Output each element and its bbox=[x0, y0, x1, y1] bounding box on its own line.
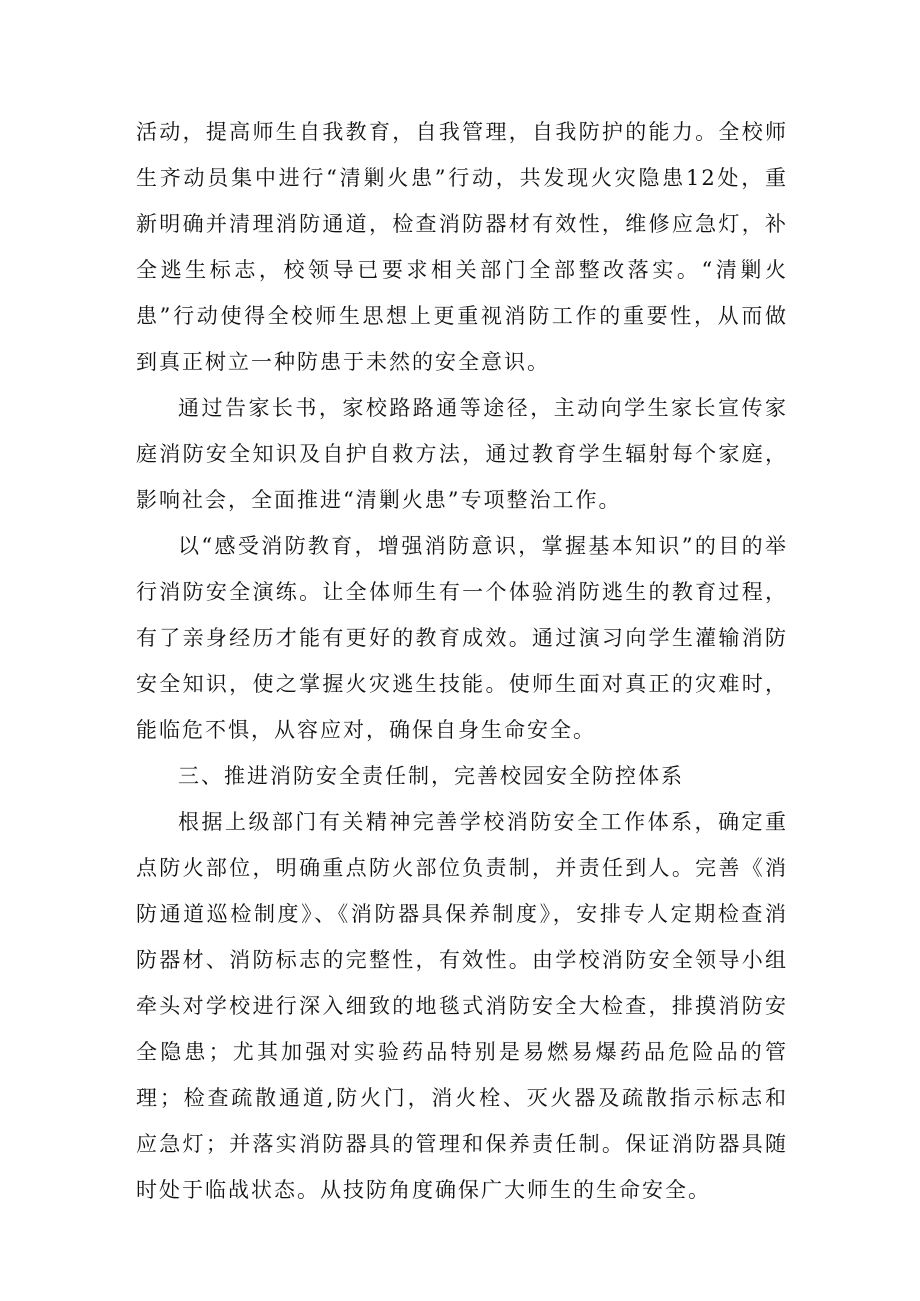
paragraph-responsibility-system: 根据上级部门有关精神完善学校消防安全工作体系，确定重点防火部位，明确重点防火部位负责制，并责任到人。完善《消防通道巡检制度》、《消防器具保养制度》，安排专人定期检查消防器材、消防标志的完整性，有效性。由学校消防安全领导小组牵头对学校进行深入细致的地毯式消防安全大检查，排摸消防安全隐患；尤其加强对实验药品特别是易燃易爆药品危险品的管理；检查疏散通道,防火门，消火栓、灭火器及疏散指示标志和应急灯；并落实消防器具的管理和保养责任制。保证消防器具随时处于临战状态。从技防角度确保广大师生的生命安全。 bbox=[136, 810, 788, 1202]
document-body bbox=[136, 109, 788, 1213]
section-heading: 三、推进消防安全责任制，完善校园安全防控体系 bbox=[178, 764, 684, 788]
paragraph-fire-drill: 以“感受消防教育，增强消防意识，掌握基本知识”的目的举行消防安全演练。让全体师生有一个体验消防逃生的教育过程，有了亲身经历才能有更好的教育成效。通过演习向学生灌输消防安全知识，使之掌握火灾逃生技能。使师生面对真正的灾难时，能临危不惧，从容应对，确保自身生命安全。 bbox=[136, 534, 788, 742]
paragraph-parent-outreach: 通过告家长书，家校路路通等途径，主动向学生家长宣传家庭消防安全知识及自护自救方法，通过教育学生辐射每个家庭，影响社会，全面推进“清剿火患”专项整治工作。 bbox=[136, 396, 788, 512]
paragraph-continuation: 活动，提高师生自我教育，自我管理，自我防护的能力。全校师生齐动员集中进行“清剿火患”行动，共发现火灾隐患12处，重新明确并清理消防通道，检查消防器材有效性，维修应急灯，补全逃生标志，校领导已要求相关部门全部整改落实。“清剿火患”行动使得全校师生思想上更重视消防工作的重要性，从而做到真正树立一种防患于未然的安全意识。 bbox=[136, 120, 788, 374]
